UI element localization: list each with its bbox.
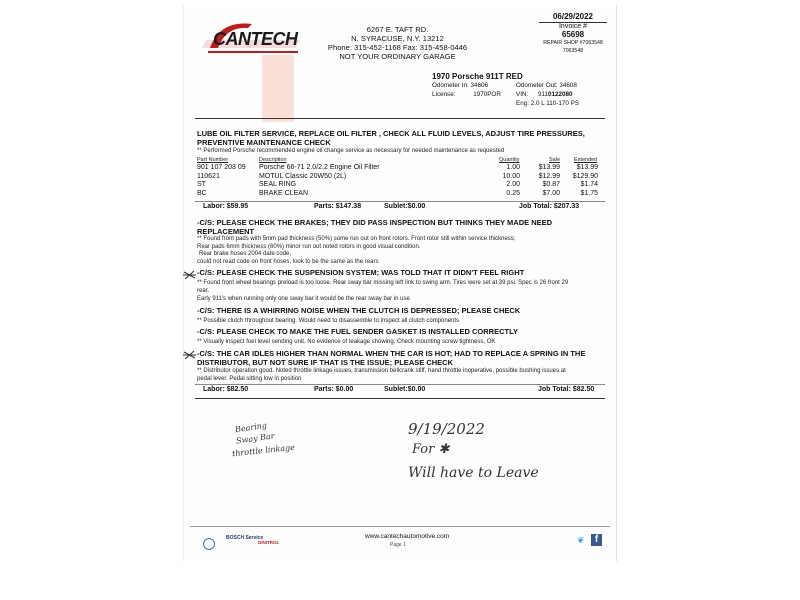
part-row-part-number: ST bbox=[197, 181, 206, 189]
bosch-badge: BOSCH Service bbox=[226, 535, 264, 541]
logo-text: CANTECH bbox=[213, 29, 298, 49]
twitter-icon[interactable]: ❦ bbox=[577, 535, 585, 545]
part-row-quantity: 0.25 bbox=[506, 189, 520, 197]
col-sale: Sale bbox=[549, 157, 561, 163]
cs5-title: -C/S: THE CAR IDLES HIGHER THAN NORMAL WHEN THE CAR IS HOT; HAD TO REPLACE A SPRING IN THE DISTRIBUTOR, BUT NOT SURE IF THAT IS THE ISSUE; PLEASE CHECK bbox=[197, 349, 586, 367]
invoice-label: Invoice # bbox=[558, 23, 588, 30]
part-row-part-number: 901 107 203 09 bbox=[197, 164, 246, 171]
part-row-sale: $0.87 bbox=[542, 181, 560, 189]
vin-bold: 0122080 bbox=[548, 91, 573, 98]
part-row-part-number: BC bbox=[197, 189, 207, 197]
odometer-in bbox=[432, 82, 488, 89]
col-quantity: Quantity bbox=[499, 157, 520, 163]
invoice-date: 06/29/2022 bbox=[552, 12, 594, 21]
part-row-extended: $1.75 bbox=[580, 189, 598, 197]
part-row-sale: $13.99 bbox=[538, 164, 560, 171]
job1-parts: Parts: $147.38 bbox=[314, 203, 362, 210]
cs1-title: -C/S: PLEASE CHECK THE BRAKES; THEY DID PASS INSPECTION BUT THINKS THEY MADE NEED REPLACEMENT bbox=[197, 218, 553, 236]
cs5-labor: Labor: $82.50 bbox=[203, 386, 249, 393]
part-row-description: MOTUL Classic 20W50 (2L) bbox=[259, 172, 347, 180]
license-label: License: bbox=[432, 91, 456, 98]
shop-address bbox=[325, 25, 470, 61]
part-row-part-number: 110621 bbox=[197, 172, 220, 180]
handwritten-marks bbox=[180, 262, 200, 372]
hand-note-throttle: throttle linkage bbox=[231, 442, 296, 459]
shop-address-line1: 6267 E. TAFT RD. bbox=[366, 25, 429, 34]
hand-note-bearing: Bearing bbox=[234, 420, 268, 435]
invoice-box bbox=[533, 13, 613, 55]
cs3-title: -C/S: THERE IS A WHIRRING NOISE WHEN THE CLUTCH IS DEPRESSED; PLEASE CHECK bbox=[197, 306, 521, 315]
bottom-rule bbox=[195, 398, 605, 399]
part-row-sale: $12.99 bbox=[538, 172, 560, 180]
facebook-icon[interactable]: f bbox=[591, 534, 602, 546]
cs1-note-1: ** Found front pads with 5mm pad thickness (50%) some run out on front rotors. Front rotor still within service thickness; bbox=[197, 236, 516, 242]
cs2-note-3: Early 911's when running only one sway bar it would be the rear sway bar in use bbox=[197, 296, 410, 302]
odometer-out-label: Odometer Out: bbox=[516, 82, 558, 89]
col-extended: Extended bbox=[574, 157, 598, 163]
job1-rule bbox=[195, 201, 605, 202]
cs1-note-2: Rear pads 6mm thickness (60%) minor run out noted rotors in good visual condition. bbox=[197, 243, 421, 250]
vin-label: VIN: bbox=[516, 91, 529, 98]
col-description: Description bbox=[259, 157, 287, 163]
cs5-parts: Parts: $0.00 bbox=[314, 386, 354, 393]
job1-note: ** Performed Porsche recommended engine oil change service as necessary for needed maintenance as requested bbox=[197, 148, 505, 154]
globe-icon bbox=[203, 538, 215, 550]
part-row-quantity: 2.00 bbox=[506, 181, 520, 189]
odometer-out-value: 34608 bbox=[559, 82, 577, 89]
cs1-note-4: could not read code on front hoses, look to be the same as the rears bbox=[197, 258, 379, 265]
cs5-total: Job Total: $82.50 bbox=[538, 386, 595, 393]
cs2-note-2: rear. bbox=[197, 288, 210, 294]
part-row-quantity: 10.00 bbox=[502, 172, 520, 180]
shop-code: 7063548 bbox=[562, 48, 584, 54]
footer-page: Page 1 bbox=[390, 542, 406, 548]
job1-title: LUBE OIL FILTER SERVICE, REPLACE OIL FILTER , CHECK ALL FLUID LEVELS, ADJUST TIRE PRESSURES, PREVENTIVE MAINTENANCE CHECK bbox=[197, 129, 585, 147]
engine-value: 2.0 L 110-170 PS bbox=[530, 100, 580, 107]
shop-address-line2: N. SYRACUSE, N.Y. 13212 bbox=[351, 34, 444, 43]
odometer-out bbox=[516, 82, 577, 89]
odometer-in-label: Odometer In: bbox=[432, 82, 469, 89]
repair-shop-number: REPAIR SHOP #7063548 bbox=[543, 40, 603, 46]
license bbox=[432, 91, 501, 98]
hand-for: For ✱ bbox=[412, 442, 450, 457]
vin-prefix: 911 bbox=[538, 91, 549, 98]
part-row-sale: $7.00 bbox=[542, 189, 560, 197]
cs2-note-1: ** Found front wheel bearings preload is too loose. Rear sway bar missing left link to swing arm. Tires were set at 39 psi. Spec is 26 front 29 bbox=[197, 280, 569, 286]
shop-phone: Phone: 315-452-1168 Fax: 315-458-0446 bbox=[327, 43, 468, 52]
hand-date: 9/19/2022 bbox=[408, 420, 485, 438]
part-row-description: Porsche 66-71 2.0/2.2 Engine Oil Filter bbox=[259, 164, 380, 171]
dinitrol-badge: DINITROL bbox=[258, 540, 280, 545]
cs5-sublet: Sublet:$0.00 bbox=[384, 386, 426, 393]
vehicle-title: 1970 Porsche 911T RED bbox=[432, 72, 523, 81]
job1-total: Job Total: $207.33 bbox=[519, 203, 580, 210]
hand-will-leave: Will have to Leave bbox=[408, 465, 539, 481]
cs5-note-1: ** Distributor operation good. Noted throttle linkage issues, transmission bellcrank stiff, hand throttle inoperative, possible bushing issues at bbox=[197, 368, 566, 374]
part-row-extended: $13.99 bbox=[576, 164, 598, 171]
job1-labor: Labor: $59.95 bbox=[203, 203, 249, 210]
cs3-note-1: ** Possible clutch throughout bearing. Would need to disassemble to inspect all clutch components bbox=[197, 318, 460, 324]
job1-sublet: Sublet:$0.00 bbox=[384, 203, 426, 210]
odometer-in-value: 34606 bbox=[470, 82, 489, 89]
part-row-extended: $129.90 bbox=[572, 172, 598, 180]
cs1-note-3: Rear brake hoses 2004 date code, bbox=[199, 251, 292, 257]
cs4-title: -C/S: PLEASE CHECK TO MAKE THE FUEL SENDER GASKET IS INSTALLED CORRECTLY bbox=[197, 327, 518, 336]
shop-tagline: NOT YOUR ORDINARY GARAGE bbox=[339, 52, 456, 61]
invoice-number: 65698 bbox=[561, 30, 585, 39]
cs2-title: -C/S: PLEASE CHECK THE SUSPENSION SYSTEM; WAS TOLD THAT IT DIDN'T FEEL RIGHT bbox=[197, 268, 525, 277]
part-row-extended: $1.74 bbox=[580, 181, 598, 189]
part-row-description: BRAKE CLEAN bbox=[259, 189, 309, 197]
cs4-note-1: ** Visually inspect fuel level sending unit. No evidence of leakage showing. Check mounting screw tightness, OK bbox=[197, 339, 496, 345]
cs5-note-2: pedal lever. Pedal sitting low in position bbox=[197, 375, 302, 382]
footer-rule bbox=[190, 526, 610, 527]
vin bbox=[516, 91, 573, 98]
cs5-rule bbox=[195, 384, 605, 385]
hand-note-swaybar: Sway Bar bbox=[235, 431, 276, 446]
engine-label: Eng: bbox=[516, 100, 529, 107]
license-value: 1970POR bbox=[473, 91, 501, 98]
col-part-number: Part Number bbox=[197, 157, 229, 163]
part-row-quantity: 1.00 bbox=[506, 164, 520, 171]
footer-url[interactable]: www.cantechautomotive.com bbox=[365, 533, 450, 540]
part-row-description: SEAL RING bbox=[259, 181, 297, 189]
engine bbox=[516, 100, 579, 107]
redaction-mark bbox=[262, 55, 294, 122]
header-rule bbox=[195, 118, 605, 119]
